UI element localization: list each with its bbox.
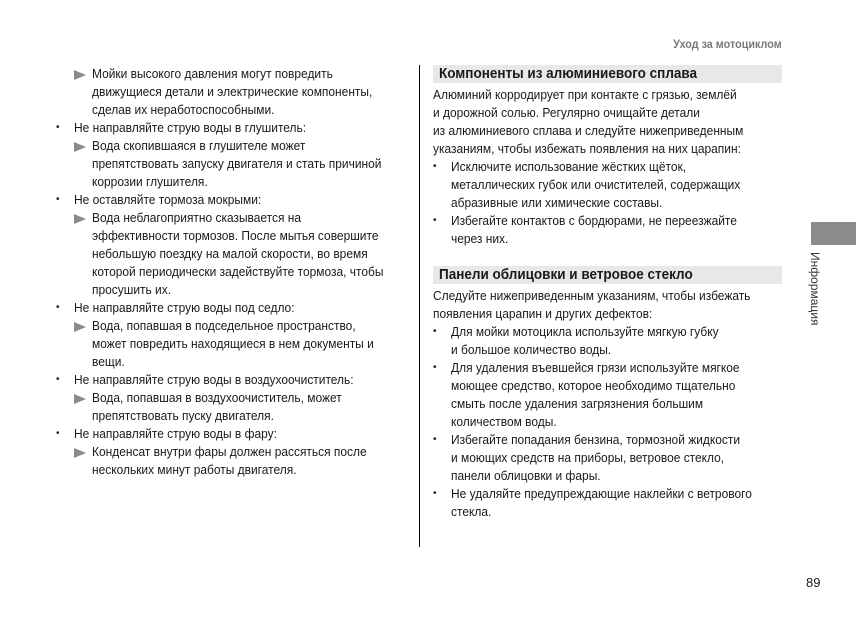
bullet-text: Не направляйте струю воды в фару:: [74, 426, 277, 441]
left-column: [56, 65, 412, 479]
note-line: препятствовать пуску двигателя.: [92, 408, 274, 423]
bullet-line: Не удаляйте предупреждающие наклейки с ветрового: [451, 486, 752, 501]
bullet-line: и большое количество воды.: [451, 342, 612, 357]
list-item-headlight: [56, 425, 412, 443]
bullet-line: Для удаления въевшейся грязи используйте мягкое: [451, 360, 740, 375]
bullet-line: моющее средство, которое необходимо тщательно: [451, 378, 736, 393]
paragraph-line: из алюминиевого сплава и следуйте нижеприведенным: [433, 123, 744, 138]
bullet-dot: •: [433, 488, 437, 499]
heading-text: Компоненты из алюминиевого сплава: [439, 65, 698, 82]
bullet-text: Не направляйте струю воды под седло:: [74, 300, 295, 315]
paragraph-line: Алюминий корродирует при контакте с грязью, землёй: [433, 87, 737, 102]
right-column: [433, 65, 783, 521]
list-item-sponge: [433, 323, 783, 359]
bullet-dot: •: [56, 302, 60, 313]
heading-text: Панели облицовки и ветровое стекло: [439, 266, 693, 283]
list-item-muffler: [56, 119, 412, 137]
triangle-right-icon: [74, 214, 86, 224]
paragraph-line: и дорожной солью. Регулярно очищайте детали: [433, 105, 700, 120]
running-header: Уход за мотоциклом: [673, 37, 782, 51]
bullet-line: Исключите использование жёстких щёток,: [451, 159, 687, 174]
bullet-dot: •: [56, 374, 60, 385]
list-item-brakes: [56, 191, 412, 209]
note-line: вещи.: [92, 354, 125, 369]
paragraph-line: Следуйте нижеприведенным указаниям, чтобы избежать: [433, 288, 751, 303]
note-brakes: [56, 209, 412, 299]
note-line: Вода скопившаяся в глушителе может: [92, 138, 306, 153]
note-line: Вода, попавшая в воздухоочиститель, может: [92, 390, 342, 405]
note-line: Мойки высокого давления могут повредить: [92, 66, 333, 81]
paragraph-panels: [433, 287, 783, 323]
section-heading-aluminum: [433, 65, 782, 83]
list-item-curbs: [433, 212, 783, 248]
side-tab-text: Информация: [808, 252, 822, 326]
note-line: Вода, попавшая в подседельное пространство,: [92, 318, 356, 333]
bullet-text: Не направляйте струю воды в воздухоочиститель:: [74, 372, 354, 387]
triangle-right-icon: [74, 142, 86, 152]
bullet-line: панели облицовки и фары.: [451, 468, 601, 483]
note-line: которой периодически задействуйте тормоза, чтобы: [92, 264, 384, 279]
note-muffler: [56, 137, 412, 191]
list-item-seat: [56, 299, 412, 317]
bullet-line: количеством воды.: [451, 414, 557, 429]
note-line: Конденсат внутри фары должен рассяться после: [92, 444, 367, 459]
bullet-line: смыть после удаления загрязнения большим: [451, 396, 704, 411]
note-line: нескольких минут работы двигателя.: [92, 462, 297, 477]
note-line: коррозии глушителя.: [92, 174, 208, 189]
list-item-brushes: [433, 158, 783, 212]
paragraph-line: появления царапин и других дефектов:: [433, 306, 653, 321]
bullet-dot: •: [433, 215, 437, 226]
bullet-line: стекла.: [451, 504, 492, 519]
bullet-line: Для мойки мотоцикла используйте мягкую губку: [451, 324, 719, 339]
bullet-dot: •: [56, 428, 60, 439]
side-tab-label: [808, 252, 838, 332]
bullet-dot: •: [433, 362, 437, 373]
bullet-dot: •: [433, 326, 437, 337]
section-heading-panels: [433, 266, 782, 284]
list-item-air-cleaner: [56, 371, 412, 389]
bullet-dot: •: [56, 122, 60, 133]
side-tab-marker: [811, 222, 856, 245]
note-line: сделав их неработоспособными.: [92, 102, 275, 117]
list-item-detergent: [433, 359, 783, 431]
note-line: эффективности тормозов. После мытья совершите: [92, 228, 379, 243]
triangle-right-icon: [74, 394, 86, 404]
note-seat: [56, 317, 412, 371]
triangle-right-icon: [74, 322, 86, 332]
note-line: небольшую поездку на малой скорости, во время: [92, 246, 368, 261]
section-spacer: [433, 248, 783, 266]
bullet-line: Избегайте попадания бензина, тормозной жидкости: [451, 432, 741, 447]
bullet-line: и моющих средств на приборы, ветровое стекло,: [451, 450, 725, 465]
note-line: движущиеся детали и электрические компоненты,: [92, 84, 373, 99]
bullet-line: абразивные или химические составы.: [451, 195, 663, 210]
page-number: 89: [806, 575, 821, 590]
list-item-fuel: [433, 431, 783, 485]
paragraph-line: указаниям, чтобы избежать появления на них царапин:: [433, 141, 741, 156]
note-line: может повредить находящиеся в нем документы и: [92, 336, 374, 351]
note-line: Вода неблагоприятно сказывается на: [92, 210, 302, 225]
bullet-line: через них.: [451, 231, 509, 246]
bullet-dot: •: [56, 194, 60, 205]
bullet-dot: •: [433, 434, 437, 445]
bullet-text: Не направляйте струю воды в глушитель:: [74, 120, 307, 135]
bullet-line: металлических губок или очистителей, содержащих: [451, 177, 741, 192]
triangle-right-icon: [74, 448, 86, 458]
column-divider: [419, 65, 420, 547]
note-headlight: [56, 443, 412, 479]
note-intro: [56, 65, 412, 119]
bullet-dot: •: [433, 161, 437, 172]
list-item-stickers: [433, 485, 783, 521]
bullet-line: Избегайте контактов с бордюрами, не переезжайте: [451, 213, 737, 228]
triangle-right-icon: [74, 70, 86, 80]
paragraph-aluminum: [433, 86, 783, 158]
note-air-cleaner: [56, 389, 412, 425]
note-line: просушить их.: [92, 282, 172, 297]
bullet-text: Не оставляйте тормоза мокрыми:: [74, 192, 262, 207]
note-line: препятствовать запуску двигателя и стать причиной: [92, 156, 382, 171]
